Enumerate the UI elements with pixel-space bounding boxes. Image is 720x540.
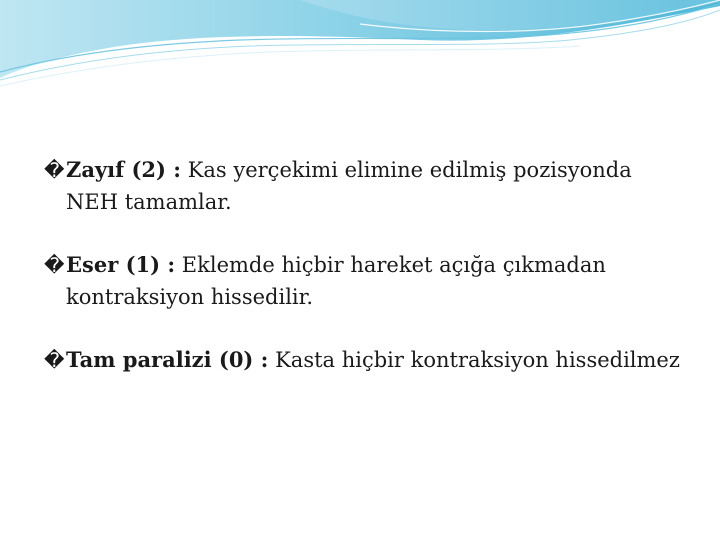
bullet-term: Zayıf (2) :	[66, 157, 182, 182]
bullet-list	[44, 154, 684, 407]
bullet-marker-icon: �	[44, 348, 65, 372]
bullet-text: Kasta hiçbir kontraksiyon hissedilmez	[268, 348, 680, 372]
header-wave-decoration	[0, 0, 720, 90]
bullet-item-tam-paralizi	[44, 344, 684, 376]
bullet-term: Tam paralizi (0) :	[66, 347, 269, 372]
bullet-text: Kas yerçekimi elimine edilmiş pozisyonda NEH tamamlar.	[66, 158, 632, 214]
bullet-item-zayif	[44, 154, 684, 218]
bullet-term: Eser (1) :	[66, 252, 176, 277]
wave-line-4	[0, 46, 580, 86]
bullet-text: Eklemde hiçbir hareket açığa çıkmadan kontraksiyon hissedilir.	[66, 253, 606, 309]
bullet-marker-icon: �	[44, 253, 65, 277]
bullet-marker-icon: �	[44, 158, 65, 182]
bullet-item-eser	[44, 249, 684, 313]
